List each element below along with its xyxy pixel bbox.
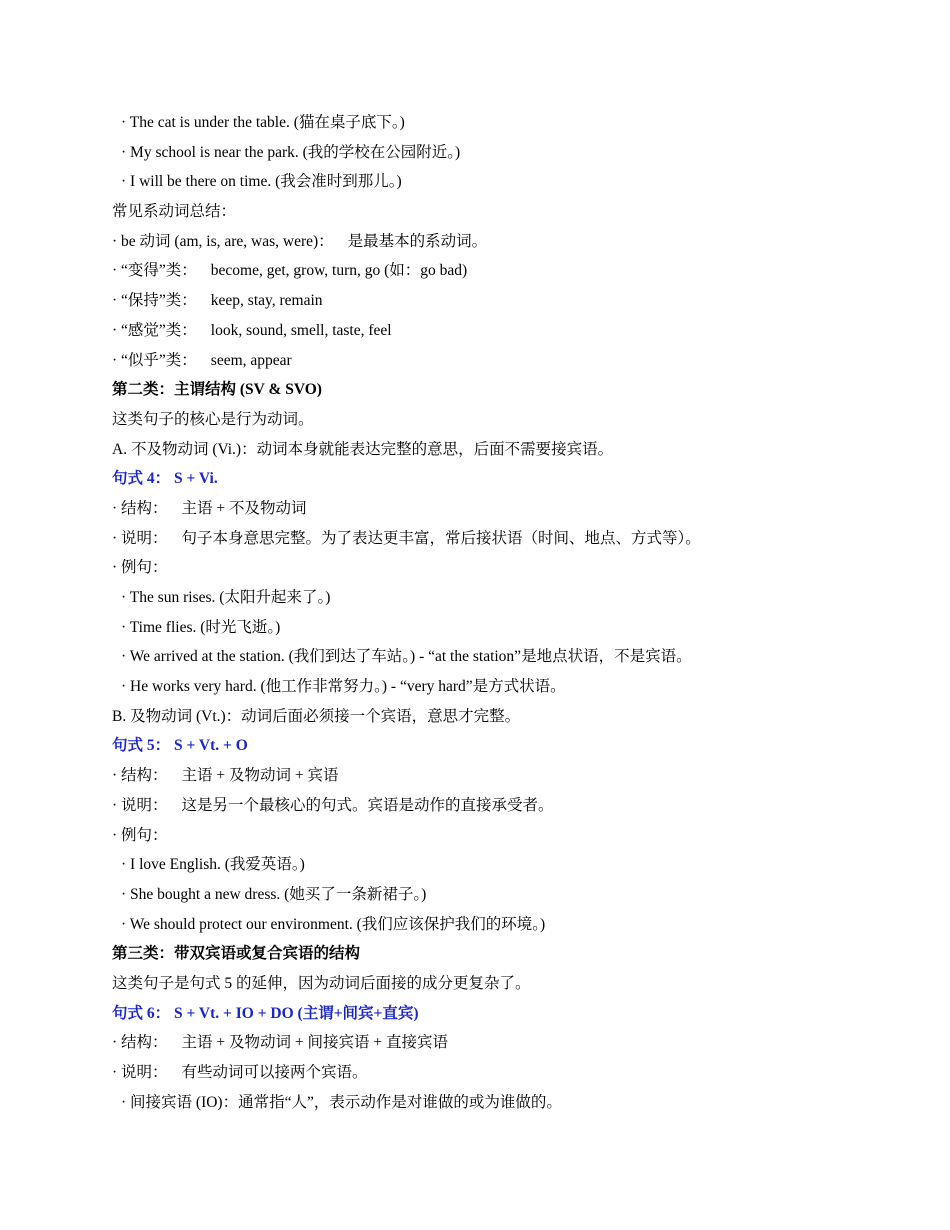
indirect-object-note: · 间接宾语 (IO)：通常指“人”，表示动作是对谁做的或为谁做的。 — [121, 1093, 562, 1111]
structure-label: · 结构： — [112, 767, 168, 785]
linking-verbs-summary-title: 常见系动词总结： — [112, 203, 237, 221]
structure-text: 主语 + 及物动词 + 宾语 — [181, 767, 339, 785]
linking-verb-keep-list: keep, stay, remain — [210, 292, 323, 310]
section-intro-action-verbs: 这类句子的核心是行为动词。 — [112, 410, 314, 428]
subsection-intransitive: A. 不及物动词 (Vi.)：动词本身就能表达完整的意思，后面不需要接宾语。 — [112, 440, 614, 458]
linking-verb-keep-label: · “保持”类： — [112, 292, 197, 310]
linking-verb-sense — [112, 316, 912, 346]
pattern-4-structure — [112, 494, 912, 524]
subsection-transitive: B. 及物动词 (Vt.)：动词后面必须接一个宾语，意思才完整。 — [112, 707, 521, 725]
pattern-4-heading: 句式 4： S + Vi. — [112, 470, 218, 488]
explanation-label: · 说明： — [112, 529, 168, 547]
linking-verb-be-desc: 是最基本的系动词。 — [347, 232, 488, 250]
explanation-text: 有些动词可以接两个宾语。 — [181, 1064, 368, 1081]
structure-text: 主语 + 不及物动词 — [181, 499, 307, 517]
linking-verb-sense-list: look, sound, smell, taste, feel — [210, 321, 392, 339]
pattern-6-structure — [112, 1028, 912, 1058]
linking-verb-keep — [112, 286, 912, 316]
example-arrived-station: · We arrived at the station. (我们到达了车站。) - “at the station”是地点状语，不是宾语。 — [121, 648, 692, 666]
linking-verb-become — [112, 256, 912, 286]
linking-verb-be — [112, 227, 912, 257]
pattern-5-explanation — [112, 791, 912, 821]
linking-verb-seem-list: seem, appear — [210, 351, 292, 369]
pattern-6-explanation — [112, 1058, 912, 1088]
linking-verb-seem-label: · “似乎”类： — [112, 351, 197, 369]
linking-verb-become-label: · “变得”类： — [112, 262, 197, 280]
linking-verb-become-list: become, get, grow, turn, go (如：go bad) — [210, 262, 468, 280]
linking-verb-sense-label: · “感觉”类： — [112, 321, 197, 339]
section-heading-sv-svo: 第二类：主谓结构 (SV & SVO) — [112, 381, 322, 399]
example-bought-dress: · She bought a new dress. (她买了一条新裙子。) — [121, 885, 427, 903]
example-there-on-time: · I will be there on time. (我会准时到那儿。) — [121, 173, 402, 191]
pattern-4-explanation — [112, 524, 912, 554]
example-love-english: · I love English. (我爱英语。) — [121, 856, 305, 874]
structure-label: · 结构： — [112, 1034, 168, 1052]
explanation-text: 这是另一个最核心的句式。宾语是动作的直接承受者。 — [181, 796, 554, 814]
linking-verb-seem — [112, 346, 912, 376]
example-cat-under-table: · The cat is under the table. (猫在桌子底下。) — [121, 114, 405, 131]
section-heading-double-object: 第三类：带双宾语或复合宾语的结构 — [112, 945, 361, 963]
example-protect-environment: · We should protect our environment. (我们应该保护我们的环境。) — [121, 915, 546, 933]
structure-text: 主语 + 及物动词 + 间接宾语 + 直接宾语 — [181, 1034, 449, 1052]
explanation-text: 句子本身意思完整。为了表达更丰富，常后接状语（时间、地点、方式等）。 — [181, 529, 701, 547]
pattern-6-heading: 句式 6： S + Vt. + IO + DO (主谓+间宾+直宾) — [112, 1004, 419, 1022]
explanation-label: · 说明： — [112, 1064, 168, 1081]
pattern-5-examples-label: · 例句： — [112, 826, 168, 844]
example-sun-rises: · The sun rises. (太阳升起来了。) — [121, 589, 331, 606]
section-intro-extension: 这类句子是句式 5 的延伸，因为动词后面接的成分更复杂了。 — [112, 974, 531, 992]
structure-label: · 结构： — [112, 499, 168, 517]
explanation-label: · 说明： — [112, 796, 168, 814]
pattern-5-structure — [112, 761, 912, 791]
document-page — [112, 108, 912, 1117]
example-works-hard: · He works very hard. (他工作非常努力。) - “very hard”是方式状语。 — [121, 678, 566, 696]
pattern-4-examples-label: · 例句： — [112, 559, 168, 577]
example-time-flies: · Time flies. (时光飞逝。) — [121, 618, 281, 636]
pattern-5-heading: 句式 5： S + Vt. + O — [112, 737, 248, 755]
linking-verb-be-label: · be 动词 (am, is, are, was, were)： — [112, 232, 334, 250]
example-school-near-park: · My school is near the park. (我的学校在公园附近。) — [121, 143, 461, 161]
